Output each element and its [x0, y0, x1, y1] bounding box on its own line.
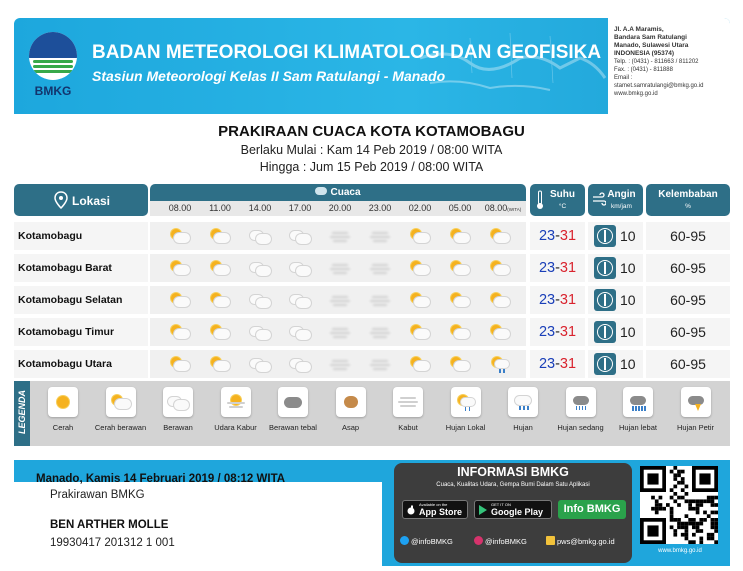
location-column-header	[14, 184, 148, 216]
header-banner	[14, 18, 730, 114]
haze-sun-icon	[221, 387, 251, 417]
forecast-row	[14, 350, 730, 378]
temperature-range: 23-31	[530, 318, 585, 346]
location-name: Kotamobagu Timur	[14, 318, 148, 346]
partly-cloudy-icon	[209, 228, 231, 244]
cloudy-icon	[249, 260, 271, 276]
mail-icon	[546, 536, 555, 545]
address-line: Bandara Sam Ratulangi	[614, 34, 687, 41]
forecast-row	[14, 318, 730, 346]
temp-min: 23	[538, 228, 556, 244]
partly-cloudy-icon	[209, 324, 231, 340]
haze-icon	[369, 324, 391, 340]
temp-min: 23	[538, 260, 556, 276]
time-text: 08.00	[484, 203, 508, 213]
partly-cloudy-icon	[106, 387, 136, 417]
googleplay-text: Google Play	[491, 507, 544, 517]
weather-icons	[150, 318, 526, 346]
wind-unit: km/jam	[611, 203, 632, 210]
temp-max: 31	[559, 228, 577, 244]
temp-max: 31	[559, 324, 577, 340]
wind-cell	[588, 318, 643, 346]
humidity-value: 60-95	[646, 222, 730, 250]
humidity-value: 60-95	[646, 318, 730, 346]
appstore-text: App Store	[419, 507, 463, 517]
weather-icons	[150, 222, 526, 250]
time-label: 17.00	[288, 203, 312, 213]
wind-header-label: Angin	[607, 189, 636, 200]
wind-direction-icon	[594, 257, 616, 279]
legend-label: Cerah berawan	[94, 423, 147, 432]
legend-label: Asap	[341, 423, 360, 432]
legend-label: Cerah	[52, 423, 74, 432]
partly-cloudy-icon	[409, 356, 431, 372]
haze-icon	[369, 356, 391, 372]
google-play-icon	[478, 505, 488, 515]
temperature-range: 23-31	[530, 286, 585, 314]
wind-speed: 10	[620, 356, 636, 372]
moderate-rain-icon	[566, 387, 596, 417]
weather-column-header	[150, 184, 526, 201]
weather-icons	[150, 286, 526, 314]
sun-icon	[48, 387, 78, 417]
legend-item	[434, 387, 498, 432]
website[interactable]: www.bmkg.go.id	[614, 91, 658, 97]
cloudy-icon	[249, 324, 271, 340]
forecaster-name: BEN ARTHER MOLLE	[50, 519, 169, 531]
location-header-label: Lokasi	[72, 194, 111, 208]
legend-label: Berawan	[163, 423, 193, 432]
humidity-value: 60-95	[646, 286, 730, 314]
legend-label: Hujan Lokal	[445, 423, 486, 432]
partly-cloudy-icon	[449, 292, 471, 308]
partly-cloudy-icon	[489, 292, 511, 308]
cloud-icon	[315, 187, 327, 195]
location-name: Kotamobagu Barat	[14, 254, 148, 282]
legend-side-label	[14, 381, 30, 446]
partly-cloudy-icon	[449, 260, 471, 276]
email-address: pws@bmkg.go.id	[557, 537, 615, 546]
thunderstorm-icon	[681, 387, 711, 417]
cloudy-icon	[163, 387, 193, 417]
qr-code[interactable]	[640, 466, 718, 544]
partly-cloudy-icon	[489, 324, 511, 340]
partly-cloudy-icon	[169, 228, 191, 244]
legend-item	[549, 387, 613, 432]
address-line: Manado, Sulawesi Utara	[614, 42, 689, 49]
time-header-row	[150, 201, 526, 216]
legend-label: Udara Kabur	[214, 423, 257, 432]
wind-cell	[588, 286, 643, 314]
temp-column-header	[530, 184, 585, 216]
logo-text: BMKG	[34, 84, 72, 98]
time-label	[480, 203, 526, 213]
partly-cloudy-icon	[409, 260, 431, 276]
instagram-icon	[474, 536, 483, 545]
wind-column-header	[588, 184, 643, 216]
location-name: Kotamobagu Selatan	[14, 286, 148, 314]
wind-speed: 10	[620, 260, 636, 276]
forecaster-id: 19930417 201312 1 001	[50, 537, 175, 549]
wind-speed: 10	[620, 324, 636, 340]
cloudy-icon	[249, 228, 271, 244]
partly-cloudy-icon	[169, 260, 191, 276]
temp-min: 23	[538, 356, 556, 372]
cloudy-icon	[289, 292, 311, 308]
instagram-link[interactable]	[474, 536, 527, 546]
legend-item	[664, 387, 728, 432]
wind-direction-icon	[594, 353, 616, 375]
forecast-row	[14, 222, 730, 250]
wind-direction-icon	[594, 225, 616, 247]
smoke-icon	[336, 387, 366, 417]
temperature-range: 23-31	[530, 350, 585, 378]
haze-icon	[369, 292, 391, 308]
location-pin-icon	[54, 191, 68, 209]
legend-item	[606, 387, 670, 432]
legend-title: LEGENDA	[17, 390, 27, 435]
page-title: PRAKIRAAN CUACA KOTA KOTAMOBAGU	[218, 123, 525, 140]
legend	[14, 381, 730, 446]
appstore-small-text: Available on the	[419, 502, 448, 507]
haze-icon	[329, 228, 351, 244]
instagram-handle: @infoBMKG	[485, 537, 527, 546]
legend-item	[491, 387, 555, 432]
email[interactable]: stamet.samratulangi@bmkg.go.id	[614, 83, 704, 89]
partly-cloudy-icon	[489, 260, 511, 276]
issue-date: Manado, Kamis 14 Februari 2019 / 08:12 WITA	[36, 473, 286, 485]
cloudy-icon	[249, 292, 271, 308]
email-link[interactable]	[546, 536, 615, 546]
wind-speed: 10	[620, 228, 636, 244]
cloudy-icon	[289, 260, 311, 276]
haze-icon	[369, 228, 391, 244]
legend-label: Hujan	[513, 423, 533, 432]
partly-cloudy-icon	[169, 356, 191, 372]
legend-label: Hujan lebat	[619, 423, 657, 432]
heavy-rain-icon	[623, 387, 653, 417]
time-label: 08.00	[168, 203, 192, 213]
legend-item	[31, 387, 95, 432]
haze-icon	[369, 260, 391, 276]
haze-icon	[329, 356, 351, 372]
partly-cloudy-icon	[209, 292, 231, 308]
weather-icons	[150, 350, 526, 378]
partly-cloudy-icon	[449, 356, 471, 372]
temp-header-label: Suhu	[550, 189, 575, 200]
time-label: 02.00	[408, 203, 432, 213]
legend-label: Berawan tebal	[269, 423, 317, 432]
contact-info	[608, 18, 730, 114]
partly-cloudy-icon	[209, 356, 231, 372]
twitter-icon	[400, 536, 409, 545]
humidity-unit: %	[685, 203, 691, 210]
time-label: 23.00	[368, 203, 392, 213]
wind-cell	[588, 350, 643, 378]
location-name: Kotamobagu Utara	[14, 350, 148, 378]
temp-max: 31	[559, 260, 577, 276]
app-store-badge[interactable]	[402, 500, 468, 519]
phone: Telp. : (0431) - 811663 / 811202	[614, 59, 699, 65]
legend-label: Hujan Petir	[676, 423, 715, 432]
partly-cloudy-icon	[409, 292, 431, 308]
forecast-row	[14, 254, 730, 282]
time-label: 20.00	[328, 203, 352, 213]
valid-from: Berlaku Mulai : Kam 14 Peb 2019 / 08:00 WITA	[240, 143, 503, 157]
haze-icon	[329, 260, 351, 276]
time-label: 11.00	[209, 203, 231, 213]
bmkg-logo	[26, 32, 80, 104]
weather-header-label: Cuaca	[330, 187, 361, 198]
station-name: Stasiun Meteorologi Kelas II Sam Ratulangi - Manado	[92, 68, 446, 84]
twitter-link[interactable]	[400, 536, 453, 546]
address-line: INDONESIA (95374)	[614, 50, 675, 57]
info-heading: INFORMASI BMKG	[457, 465, 569, 479]
partly-cloudy-icon	[169, 292, 191, 308]
info-subtitle: Cuaca, Kualitas Udara, Gempa Bumi Dalam Satu Aplikasi	[436, 482, 590, 488]
twitter-handle: @infoBMKG	[411, 537, 453, 546]
legend-label: Kabut	[398, 423, 418, 432]
temp-min: 23	[538, 292, 556, 308]
legend-item	[146, 387, 210, 432]
legend-label: Hujan sedang	[557, 423, 604, 432]
legend-item	[89, 387, 153, 432]
haze-icon	[329, 324, 351, 340]
humidity-value: 60-95	[646, 254, 730, 282]
partly-cloudy-icon	[209, 260, 231, 276]
wind-cell	[588, 254, 643, 282]
partly-cloudy-icon	[409, 324, 431, 340]
light-rain-icon	[489, 356, 511, 372]
partly-cloudy-icon	[489, 228, 511, 244]
email-label: Email :	[614, 75, 633, 81]
temperature-range: 23-31	[530, 254, 585, 282]
forecaster-role: Prakirawan BMKG	[50, 489, 145, 501]
time-label: 05.00	[448, 203, 472, 213]
legend-item	[204, 387, 268, 432]
valid-to: Hingga : Jum 15 Peb 2019 / 08:00 WITA	[259, 160, 484, 174]
location-name: Kotamobagu	[14, 222, 148, 250]
google-play-badge[interactable]	[474, 500, 552, 519]
humidity-column-header	[646, 184, 730, 216]
agency-name: BADAN METEOROLOGI KLIMATOLOGI DAN GEOFISIKA	[92, 42, 602, 63]
apple-icon	[406, 505, 416, 515]
info-bmkg-panel	[394, 463, 632, 563]
time-zone-suffix: (WITA)	[507, 207, 522, 212]
weather-icons	[150, 254, 526, 282]
forecast-row	[14, 286, 730, 314]
wind-direction-icon	[594, 289, 616, 311]
legend-item	[261, 387, 325, 432]
temp-max: 31	[559, 356, 577, 372]
cloudy-icon	[289, 356, 311, 372]
temp-max: 31	[559, 292, 577, 308]
cloudy-icon	[289, 228, 311, 244]
qr-caption: www.bmkg.go.id	[658, 548, 702, 554]
cloudy-icon	[249, 356, 271, 372]
haze-icon	[329, 292, 351, 308]
temp-min: 23	[538, 324, 556, 340]
wind-speed: 10	[620, 292, 636, 308]
legend-item	[376, 387, 440, 432]
address-line: Jl. A.A Maramis,	[614, 26, 664, 33]
wind-direction-icon	[594, 321, 616, 343]
fax: Fax. : (0431) - 811888	[614, 67, 673, 73]
legend-item	[319, 387, 383, 432]
humidity-header-label: Kelembaban	[658, 189, 718, 200]
partly-cloudy-icon	[169, 324, 191, 340]
humidity-value: 60-95	[646, 350, 730, 378]
overcast-icon	[278, 387, 308, 417]
time-label: 14.00	[248, 203, 272, 213]
partly-cloudy-icon	[409, 228, 431, 244]
cloudy-icon	[289, 324, 311, 340]
rain-icon	[508, 387, 538, 417]
temperature-range: 23-31	[530, 222, 585, 250]
partly-cloudy-icon	[449, 228, 471, 244]
partly-cloudy-icon	[449, 324, 471, 340]
wind-cell	[588, 222, 643, 250]
googleplay-small-text: GET IT ON	[491, 502, 511, 507]
fog-icon	[393, 387, 423, 417]
light-rain-icon	[451, 387, 481, 417]
info-bmkg-app-badge[interactable]: Info BMKG	[558, 500, 626, 519]
temp-unit: °C	[558, 203, 567, 210]
